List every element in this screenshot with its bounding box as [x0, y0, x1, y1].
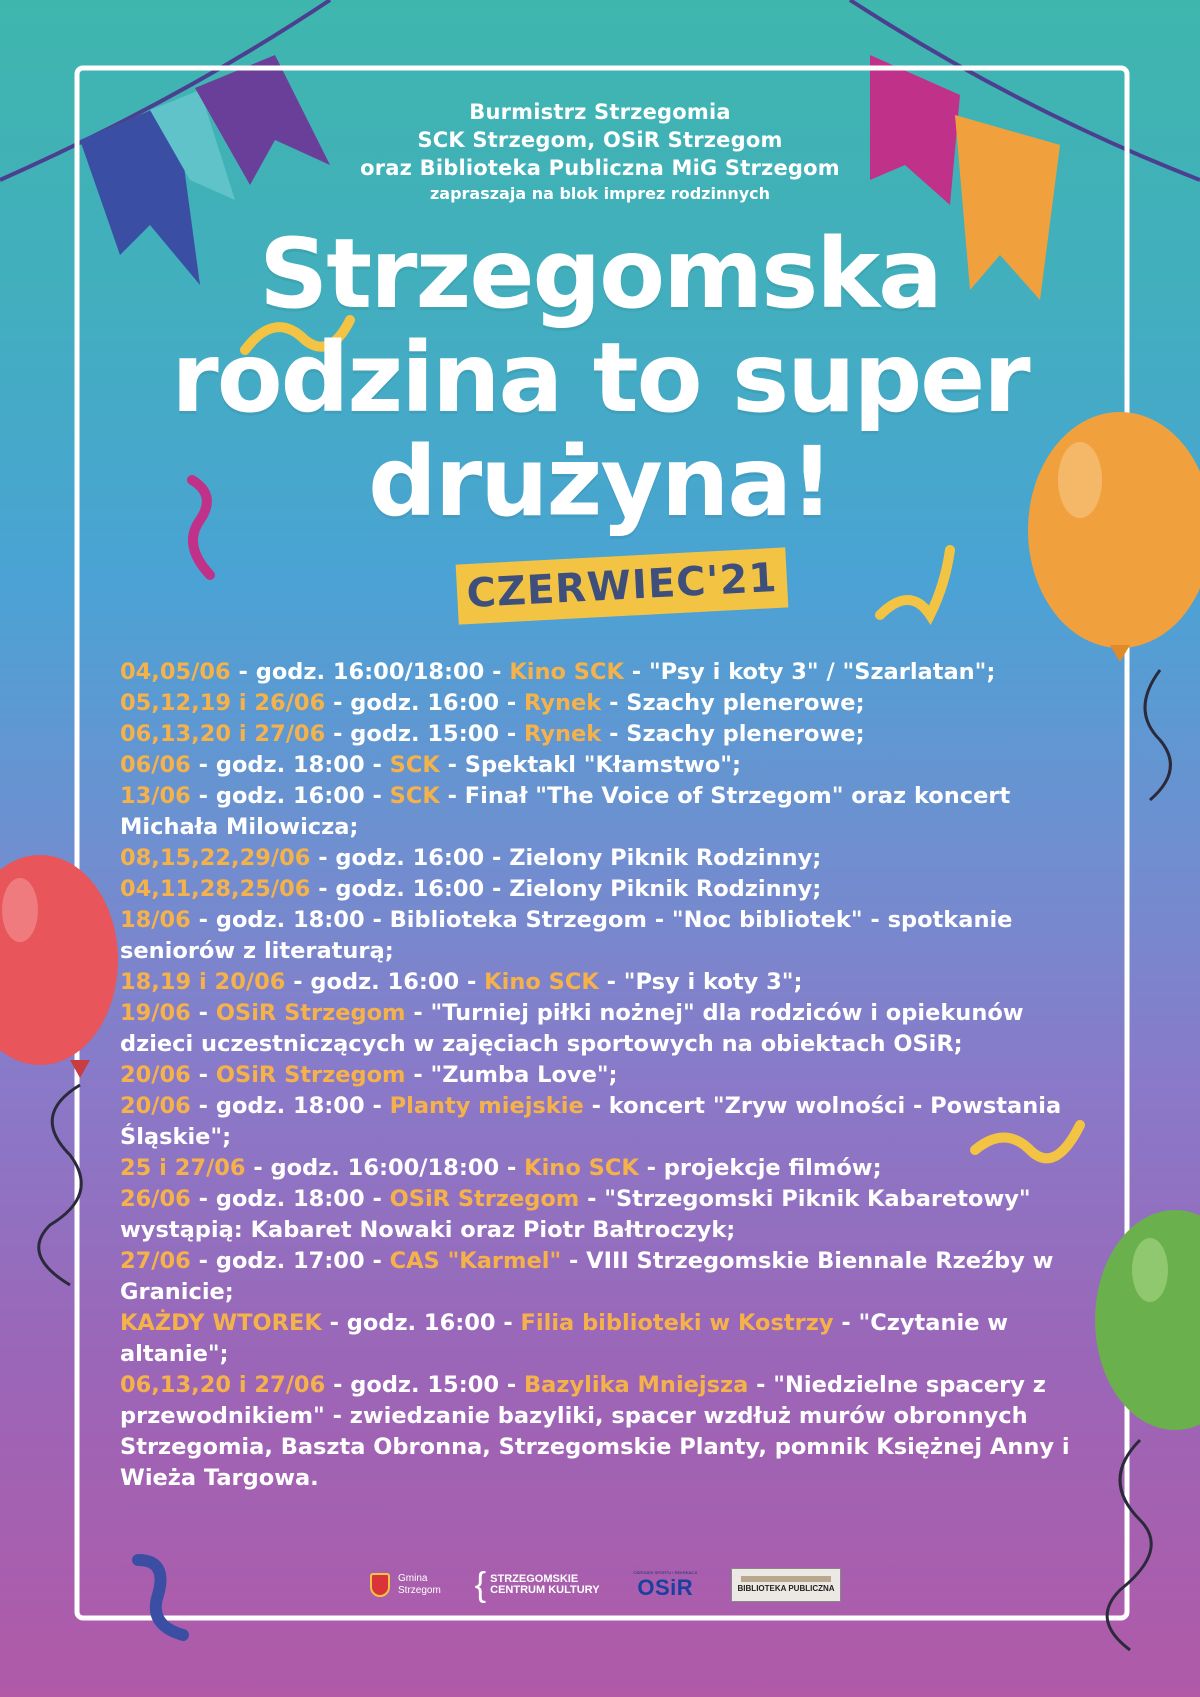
- logo-biblioteka: [731, 1568, 841, 1602]
- event-date: 20/06: [120, 1093, 191, 1119]
- brace-icon: {: [474, 1566, 487, 1604]
- event-description: - VIII Strzegomskie Biennale Rzeźby w Granicie;: [120, 1248, 1054, 1305]
- event-item: [120, 1246, 1070, 1308]
- logo-gmina-strzegom: [370, 1573, 441, 1597]
- event-place: Rynek: [524, 690, 602, 716]
- event-place: SCK: [389, 752, 440, 778]
- event-time: -: [190, 1062, 216, 1088]
- event-time: -: [190, 1000, 216, 1026]
- book-icon: [741, 1576, 831, 1582]
- logo-gmina-line1: Gmina: [398, 1573, 428, 1584]
- event-place: Kino SCK: [524, 1155, 639, 1181]
- sponsor-logos: [370, 1565, 841, 1605]
- event-item: [120, 781, 1070, 843]
- event-item: [120, 998, 1070, 1060]
- event-date: 18,19 i 20/06: [120, 969, 286, 995]
- event-item: [120, 1153, 1070, 1184]
- event-date: 04,05/06: [120, 659, 231, 685]
- event-item: [120, 688, 1070, 719]
- event-date: 06/06: [120, 752, 191, 778]
- event-description: - "Niedzielne spacery z przewodnikiem" - zwiedzanie bazyliki, spacer wzdłuż murów obronnych Strzegomia, Baszta Obronna, Strzegomskie Planty, pomnik Księżnej Anny i Wieża Targowa.: [120, 1372, 1070, 1491]
- event-description: - Szachy plenerowe;: [601, 721, 865, 747]
- event-time: - godz. 15:00 -: [325, 1372, 525, 1398]
- event-date: 25 i 27/06: [120, 1155, 246, 1181]
- logo-gmina-line2: Strzegom: [398, 1585, 441, 1596]
- event-time: - godz. 18:00 -: [190, 1186, 390, 1212]
- event-item: [120, 1091, 1070, 1153]
- event-place: CAS "Karmel": [389, 1248, 562, 1274]
- event-description: - Szachy plenerowe;: [601, 690, 865, 716]
- month-badge: CZERWIEC'21: [456, 547, 789, 624]
- event-time: - godz. 18:00 -: [190, 752, 390, 778]
- event-description: - Finał "The Voice of Strzegom" oraz koncert Michała Milowicza;: [120, 783, 1011, 840]
- event-place: Kino SCK: [509, 659, 624, 685]
- confetti-yellow-2: [880, 550, 950, 615]
- event-time: - godz. 18:00 -: [190, 1093, 390, 1119]
- event-time: - godz. 18:00 - Biblioteka Strzegom - "Noc bibliotek" - spotkanie seniorów z literaturą;: [120, 907, 1013, 964]
- event-time: - godz. 15:00 -: [325, 721, 525, 747]
- event-item: [120, 905, 1070, 967]
- event-place: Kino SCK: [484, 969, 599, 995]
- event-time: - godz. 16:00/18:00 -: [230, 659, 510, 685]
- event-place: OSiR Strzegom: [215, 1062, 406, 1088]
- event-place: SCK: [389, 783, 440, 809]
- organizer-line-3: oraz Biblioteka Publiczna MiG Strzegom: [360, 156, 840, 180]
- event-item: [120, 967, 1070, 998]
- confetti-blue: [138, 1560, 183, 1635]
- event-time: - godz. 17:00 -: [190, 1248, 390, 1274]
- organizers-header: [0, 98, 1200, 206]
- event-item: [120, 1370, 1070, 1494]
- logo-biblioteka-text: BIBLIOTEKA PUBLICZNA: [737, 1584, 835, 1593]
- event-date: 26/06: [120, 1186, 191, 1212]
- event-description: - "Zumba Love";: [405, 1062, 618, 1088]
- event-item: [120, 843, 1070, 874]
- event-place: Planty miejskie: [389, 1093, 584, 1119]
- invitation-line: zapraszaja na blok imprez rodzinnych: [429, 184, 771, 203]
- event-description: - Spektakl "Kłamstwo";: [439, 752, 742, 778]
- organizer-line-1: Burmistrz Strzegomia: [469, 100, 731, 124]
- event-description: - "Psy i koty 3";: [598, 969, 803, 995]
- balloon-string-orange: [1145, 670, 1170, 800]
- event-description: - "Psy i koty 3" / "Szarlatan";: [623, 659, 996, 685]
- event-time: - godz. 16:00 -: [325, 690, 525, 716]
- event-date: 19/06: [120, 1000, 191, 1026]
- logo-sck: [475, 1568, 600, 1602]
- event-time: - godz. 16:00 - Zielony Piknik Rodzinny;: [310, 876, 822, 902]
- event-time: - godz. 16:00 -: [190, 783, 390, 809]
- event-time: - godz. 16:00 -: [285, 969, 485, 995]
- event-item: [120, 1308, 1070, 1370]
- event-date: 13/06: [120, 783, 191, 809]
- logo-osir-text: OSiR: [637, 1575, 694, 1600]
- event-item: [120, 657, 1070, 688]
- event-date: 18/06: [120, 907, 191, 933]
- event-date: 08,15,22,29/06: [120, 845, 311, 871]
- event-place: Rynek: [524, 721, 602, 747]
- event-date: KAŻDY WTOREK: [120, 1310, 322, 1336]
- event-date: 20/06: [120, 1062, 191, 1088]
- event-date: 06,13,20 i 27/06: [120, 1372, 326, 1398]
- event-place: OSiR Strzegom: [215, 1000, 406, 1026]
- event-item: [120, 1184, 1070, 1246]
- events-list: [120, 657, 1070, 1494]
- crest-icon: [370, 1573, 390, 1597]
- event-item: [120, 719, 1070, 750]
- logo-osir-small: OŚRODEK SPORTU I REKREACJI: [633, 1570, 698, 1575]
- event-place: OSiR Strzegom: [389, 1186, 580, 1212]
- event-description: - "Strzegomski Piknik Kabaretowy" wystąpią: Kabaret Nowaki oraz Piotr Bałtroczyk;: [120, 1186, 1031, 1243]
- event-time: - godz. 16:00 -: [321, 1310, 521, 1336]
- event-date: 04,11,28,25/06: [120, 876, 311, 902]
- organizer-line-2: SCK Strzegom, OSiR Strzegom: [417, 128, 783, 152]
- event-description: - koncert "Zryw wolności - Powstania Śląskie";: [120, 1093, 1062, 1150]
- event-date: 05,12,19 i 26/06: [120, 690, 326, 716]
- event-date: 27/06: [120, 1248, 191, 1274]
- event-item: [120, 1060, 1070, 1091]
- event-time: - godz. 16:00/18:00 -: [245, 1155, 525, 1181]
- logo-sck-line1: STRZEGOMSKIE: [490, 1573, 579, 1585]
- event-time: - godz. 16:00 - Zielony Piknik Rodzinny;: [310, 845, 822, 871]
- event-place: Bazylika Mniejsza: [524, 1372, 749, 1398]
- title-line-3: drużyna!: [368, 426, 832, 538]
- event-description: - "Czytanie w altanie";: [120, 1310, 1009, 1367]
- title-line-1: Strzegomska: [259, 218, 941, 330]
- event-item: [120, 750, 1070, 781]
- logo-sck-line2: CENTRUM KULTURY: [490, 1584, 600, 1596]
- event-place: Filia biblioteki w Kostrzy: [520, 1310, 834, 1336]
- event-item: [120, 874, 1070, 905]
- event-description: - projekcje filmów;: [638, 1155, 882, 1181]
- logo-osir: [634, 1570, 698, 1600]
- event-description: - "Turniej piłki nożnej" dla rodziców i opiekunów dzieci uczestniczących w zajęciach sportowych na obiektach OSiR;: [120, 1000, 1024, 1057]
- title-line-2: rodzina to super: [171, 322, 1029, 434]
- poster-title: [0, 218, 1200, 538]
- event-date: 06,13,20 i 27/06: [120, 721, 326, 747]
